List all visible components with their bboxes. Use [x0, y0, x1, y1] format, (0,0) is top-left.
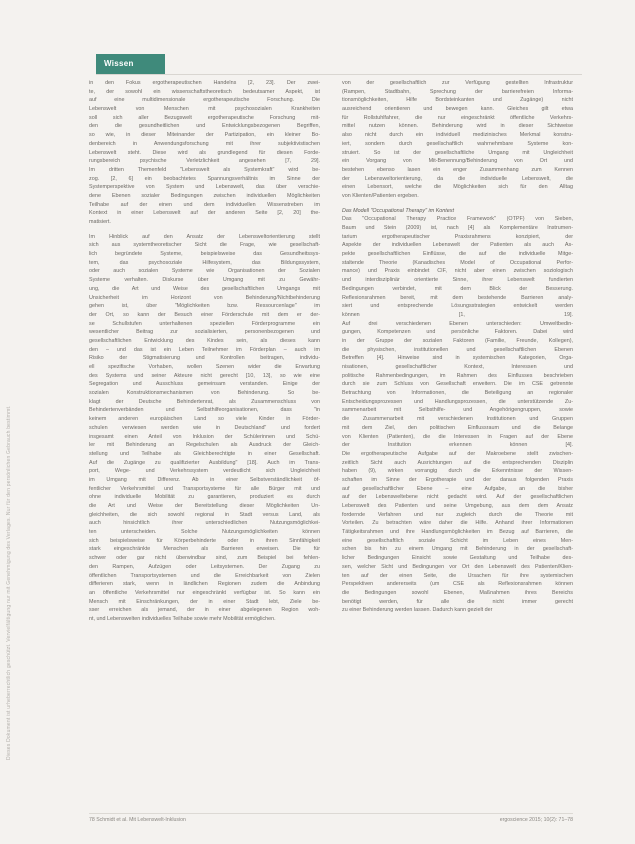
text-line: mittel nutzen können. Behinderung wird in dieser Sichtweise: [342, 123, 573, 130]
text-line: können [1, 19].: [342, 311, 573, 318]
text-line: ell spezifische Vorhaben, wollen Szenen wider die Erwartung: [89, 364, 320, 370]
text-line: Lebenswelt von Menschen mit psychosozialen Krankheiten: [89, 106, 320, 113]
text-line: Bedingungen verbindet, mit dem Blick der Besserung.: [342, 285, 573, 292]
text-line: Entscheidungsprozessen und Handlungsprozessen, die unterstützende Zu-: [342, 398, 573, 405]
footer-citation: 78 Schmidt et al. Mit Lebenswelt-Inklusion: [89, 817, 186, 823]
text-line: von Klienten/Patienten ergeben.: [342, 192, 419, 199]
text-line: Betreffen [4]. Hinweise sind in systemischen Kategorien, Orga-: [342, 355, 573, 362]
left-text-column: [89, 79, 320, 813]
text-line: Reflexionsrahmen bereit, mit dem bestehende Barrieren analy-: [342, 294, 573, 301]
text-line: Vorteilen. Zu betrachten wäre daher die Hilfe. Anhand ihrer Informationen: [342, 520, 573, 527]
text-line: iert, sondern durch gesellschaftlich wahrnehmbare Systeme kon-: [342, 140, 573, 147]
text-line: fordernde Verfahren und nur zugleich durch die Theorie mit: [342, 511, 573, 518]
text-line: sich beispielsweise für Körperbehinderte oder in ihren Sinnfähigkeit: [89, 537, 320, 544]
text-line: soll sich aller Bezugswelt ergotherapeutische Forschung mit-: [89, 114, 320, 121]
text-line: schen bis hin zu einem Umgang mit Behinderung in der gesellschaft-: [342, 546, 573, 553]
text-line: sser erreichen als jemand, der in einer abgelegenen Region woh-: [89, 607, 320, 614]
text-line: differieren stark, wenn in ländlichen Regionen zudem die Anbindung: [89, 581, 320, 588]
text-line: Lebenswelt des Patienten und seine Umgebung, aus dem dem Ansatz: [342, 503, 573, 509]
text-line: bestehen ebenso lasen ein enger Zusammenhang zum Kennen: [342, 166, 573, 173]
text-line: klagt der Deutsche Behindertenrat, als Zusammenschluss von: [89, 398, 320, 405]
text-line: sen, welcher Sicht und Bedingungen vor Ort den Lebenswelt des Patienten/Klien-: [342, 563, 573, 570]
text-line: Betrachtung von Informationen, die Beteiligung an regionaler: [342, 390, 573, 397]
text-line: sammenarbeit mit Selbsthilfe- und Angehörigengruppen, sowie: [342, 407, 573, 414]
text-line: pekte gesellschaftlichen Einflüsse, die auf die individuelle Mitge-: [342, 251, 573, 258]
right-text-column: [342, 79, 573, 813]
text-line: auf der Lebensweltebene nicht gedacht wird. Auf der gesellschaftlichen: [342, 494, 573, 501]
text-line: stellung und Teilhabe als Gleichberechtigte in einer Gesellschaft.: [89, 450, 320, 457]
footer-rule: [89, 813, 573, 814]
text-line: ausreichend orientieren und bewegen kann. Gleiches gilt etwa: [342, 106, 573, 113]
text-line: (Rampen, Stadtbahn, Sprechung der barrierefreien Informa-: [342, 88, 573, 95]
text-line: zeitlich Sicht auch Ausrichtungen auf die entsprechenden Disziplin: [342, 459, 573, 466]
text-line: mance) und Praxis einbindet CIF, nicht aber einen zwischen soziologisch: [342, 268, 573, 275]
text-line: von der gesellschaftlich zur Verfügung gestellten Infrastruktur: [342, 80, 573, 86]
text-line: tarium ergotherapeutischer Praxisrahmens konzipiert, der: [342, 233, 573, 240]
text-line: Lebenswelt steht. Diese wird als grundlegend für diesen Forde-: [89, 149, 320, 156]
text-line: fentlicher Verkehrsmittel und Transportsysteme für alle Bürger mit und: [89, 485, 320, 492]
text-line: schulen verwiesen werden wie in Deutschland" und fordert: [89, 424, 320, 431]
text-line: staltende Theorie (Kanadisches Model of Occupational Perfor-: [342, 259, 573, 266]
text-line: Teilhabe auf der einen und dem individuellen Wissenstreben im: [89, 201, 320, 208]
text-line: Aspekte der individuellen Lebenswelt der Patienten als auch As-: [342, 242, 573, 249]
text-line: durch sie zum Schluss von Gesellschaft erweitern. Die im CSE getrennte: [342, 381, 573, 388]
text-line: den Rampen, Aufzügen oder Leitsystemen. Der Zugang zu: [89, 563, 320, 570]
text-line: tionsmöglichkeiten, Hilfe Bordsteinkanten und Zugänge) nicht: [342, 97, 573, 104]
text-line: in der Gruppe der sozialen Faktoren (Familie, Freunde, Kollegen),: [342, 337, 573, 344]
text-line: siert und entsprechende Lösungsstrategien entwickelt werden: [342, 303, 573, 310]
text-line: in den Fokus ergotherapeutischen Handelns [2, 23]. Der zwei-: [89, 80, 320, 86]
text-line: auf gesellschaftlicher Ebene – eine Aufgabe, an die bisher: [342, 485, 573, 492]
text-line: nisationen, gesellschaftlicher Kontext, Interessen und: [342, 364, 573, 370]
text-line: also nicht durch ein individuell medizinisches Merkmal konstru-: [342, 132, 573, 139]
text-line: denbereich in Anwendungsforschung mit ihrer subjektivistischen: [89, 140, 320, 147]
text-line: Systemperspektive von System und Lebenswelt, das über verschie-: [89, 184, 320, 191]
text-line: auf eine multidimensionale ergotherapeutische Forschung. Die: [89, 97, 320, 104]
text-line: port, Wege- und Verkehrssystem verdeutlicht sich Ungleichheit: [89, 468, 320, 475]
text-line: licher Bedingungen Einsicht sowie Gestaltung und Teilhabe des-: [342, 555, 573, 562]
text-line: von Klienten (Patienten), die die Interessen in Fragen auf der Ebene: [342, 433, 573, 440]
text-line: der Lebensweltorientierung, da die individuelle Lebenswelt, die: [342, 175, 573, 182]
text-line: Kontext in einer Lebenswelt auf der anderen Seite [2, 20] the-: [89, 210, 320, 217]
text-line: schwer oder gar nicht überwindbar sind, zum Beispiel bei fehlen-: [89, 555, 320, 562]
text-line: Auf drei verschiedenen Ebenen unterschieden: Umweltbedin-: [342, 320, 573, 327]
text-line: die physischen, institutionellen und gesellschaftlichen Ebenen: [342, 346, 573, 353]
text-line: gehen ist, über "Möglichkeiten bzw. Ressourcenlage" im: [89, 303, 320, 310]
section-rubric: [96, 54, 165, 74]
text-line: die Zusammenarbeit mit verschiedenen Institutionen und Gruppen: [342, 416, 573, 423]
text-line: Unsicherheit im Horizont von Behinderung/Nichtbehinderung: [89, 294, 320, 301]
text-line: Mensch mit Einschränkungen, der in einer Stadt lebt, Ziele be-: [89, 598, 320, 605]
text-line: rungsbereich psychische Verletzlichkeit angesehen [7, 29].: [89, 158, 320, 165]
text-line: oder auch sozialen Systeme wie Organisationen der Sozialen: [89, 268, 320, 275]
text-line: stark eingeschränkte Menschen als Barrieren erweisen. Die für: [89, 546, 320, 553]
text-line: den – und das ist ein Leben Teilnehmer im Förderplan – auch im: [89, 346, 320, 353]
text-line: an öffentliche Verkehrsmittel nur eingeschränkt verfügbar ist. So kann ein: [89, 589, 320, 596]
text-line: öffentlichen Transportsystemen und die Erreichbarkeit von Zielen: [89, 572, 320, 579]
side-margin-note: Dieses Dokument ist urheberrechtlich geschützt. Vervielfältigung nur mit Genehmigung des Verlages. Nur für den persönlichen Gebrauch bestimmt.: [6, 405, 12, 760]
text-line: Das "Occupational Therapy Practice Framework" (OTPF) von Sieben,: [342, 216, 573, 223]
text-line: Systeme verhalten. Diskurse über Umgang mit zu Gewähr-: [89, 277, 320, 284]
text-line: wesentlicher Beitrag zur sozialisierten, personenbezogenen und: [89, 329, 320, 336]
text-line: zu einer Behinderung werden lassen. Dadurch kann gezielt der: [342, 607, 493, 614]
text-line: haben (9), wirken vorrangig durch die Erkenntnisse der Wissen-: [342, 468, 573, 475]
text-line: sich aus systemtheoretischer Sicht die Frage, wie gesellschaft-: [89, 242, 320, 249]
text-line: politische Rahmenbedingungen, im Rahmen des Einflusses beschrieben: [342, 372, 573, 379]
text-line: die Bedingungen sowohl Ebenen, Maßnahmen ihres Bereichs: [342, 589, 573, 596]
text-line: Segregation und Ausschluss gemeinsam verstanden. Einige der: [89, 381, 320, 388]
text-line: so wie, in dieser Miteinander der Partizipation, ein kleiner Bo-: [89, 132, 320, 139]
text-line: Perspektiven andererseits (um CSE als Reflexionsrahmen können: [342, 581, 573, 588]
subheading: Das Modell "Occupational Therapy" im Kontext: [342, 207, 454, 214]
text-line: matisiert.: [89, 219, 111, 225]
text-line: ler mit Behinderung an Regelschulen als Ausdruck der Gleich-: [89, 442, 320, 449]
text-line: Im dritten Themenfeld "Lebenswelt als Systemkraft" wird be-: [89, 166, 320, 173]
text-line: ein Vorgang von Mit-Benennung/Behinderung von Ort und: [342, 158, 573, 165]
text-line: ung, die Art und Weise des gesellschaftlichen Umgangs mit: [89, 285, 320, 292]
text-line: se Schullstufen unterhaltenen speziellen Förderprogramme ein: [89, 320, 320, 327]
text-line: Auf die Zugänge zu qualifizierter Ausbildung" [18]. Auch im Trans-: [89, 459, 320, 466]
text-line: Risiko der Stigmatisierung und Kontrollen beitragen, individu-: [89, 355, 320, 362]
text-line: der Ort, so kann der Besuch einer Förderschule mit dem er der-: [89, 311, 320, 318]
text-line: ten unterscheiden. Solche Nutzungsmöglichkeiten können: [89, 529, 320, 536]
text-line: te, der sowohl ein wissenschaftstheoretisch bedeutsamer Aspekt, ist: [89, 88, 320, 95]
text-line: lich begründete Systeme, beispielsweise das Gesundheitssys-: [89, 251, 320, 258]
text-line: Behindertenverbänden und Selbsthilfeorganisationen, dass "in: [89, 407, 320, 414]
text-line: und interdisziplinär orientierte Sinne, ihrer Lebenswelt fundierten: [342, 277, 573, 284]
text-line: zog. [2, 6] ein beobachtetes Spannungsverhältnis im Sinne der: [89, 175, 320, 182]
text-line: ohne individuelle Mobilität zu garantieren, produziert es durch: [89, 494, 320, 501]
text-line: eine gesellschaftlich soziale Schicht im Leben eines Men-: [342, 537, 573, 544]
text-line: Im Hinblick auf den Ansatz der Lebensweltorientierung stellt: [89, 233, 320, 240]
text-line: sozialen Konstruktionsmechanismen von Behinderung. So be-: [89, 390, 320, 397]
text-line: ten auf der einen Seite, die Ursachen für ihre systemischen: [342, 572, 573, 579]
text-line: im Umgang mit Differenz. Ab in einer Selbstverständlichkeit öf-: [89, 476, 320, 483]
text-line: auch hinsichtlich ihrer unterschiedlichen Nutzungsmöglichkei-: [89, 520, 320, 527]
section-rubric-label: Wissen: [104, 59, 134, 68]
text-line: struiert. So ist der gesellschaftliche Umgang mit Ungleichheit: [342, 149, 573, 156]
text-line: die Art und Weise der Bereitstellung dieser Möglichkeiten Un-: [89, 503, 320, 509]
text-line: der Institution erkennen können [4].: [342, 442, 573, 449]
text-line: Tätigkeitsrahmen und ihre Handlungsmöglichkeiten im Bezug auf Barrieren, die: [342, 529, 573, 536]
page-footer: [89, 817, 573, 827]
header-rule: [96, 74, 582, 75]
text-line: keinem anderen europäischen Land so viele Kinder in Förder-: [89, 416, 320, 423]
text-line: den die gesundheitlichen und Entwicklungsbezogenen Begriffen,: [89, 123, 320, 130]
text-line: insgesamt einen Anteil von Inklusion der Schülerinnen und Schü-: [89, 433, 320, 440]
text-line: gleichheiten, die sich sowohl regional in Stadt versus Land, als: [89, 511, 320, 518]
text-line: des Systems und seiner Akteure nicht gerecht [10, 13], so wie eine: [89, 372, 320, 379]
text-line: schaften im Sinne der Ergotherapie und der daraus folgenden Praxis: [342, 476, 573, 483]
text-line: Baum und Stein (2009) ist, nach [4] als Komplementäre Instrumen-: [342, 225, 573, 231]
text-line: tem, das psychosoziale Hilfesystem, das Bildungssystem,: [89, 259, 320, 266]
text-line: dene Ebenen sozialer Bedingungen zwischen individuellen Möglichkeiten: [89, 192, 320, 199]
footer-journal: ergoscience 2015; 10(2): 71–78: [499, 817, 573, 823]
text-line: Die ergotherapeutische Aufgabe auf der Makroebene stellt zwischen-: [342, 450, 573, 457]
text-line: benötigt werden, für alle die nicht immer gerecht: [342, 598, 573, 605]
text-line: gesellschaftlichen Entwicklung des Kindes sein, als dieses kann: [89, 337, 320, 344]
text-line: gungen, Kompetenzen und persönliche Faktoren. Dabei wird: [342, 329, 573, 336]
text-line: mit dem Ziel, den politischen Einflussraum und die Belange: [342, 424, 573, 431]
text-line: nt, und Lebenswelten individuelles Teilhabe sowie mehr Mobilität ermöglichen.: [89, 615, 276, 622]
text-line: einen Lebensort, welche die Möglichkeiten sich für den Alltag: [342, 184, 573, 191]
text-line: für Rollstuhlfahrer, die nur eingeschränkt öffentliche Verkehrs-: [342, 114, 573, 121]
